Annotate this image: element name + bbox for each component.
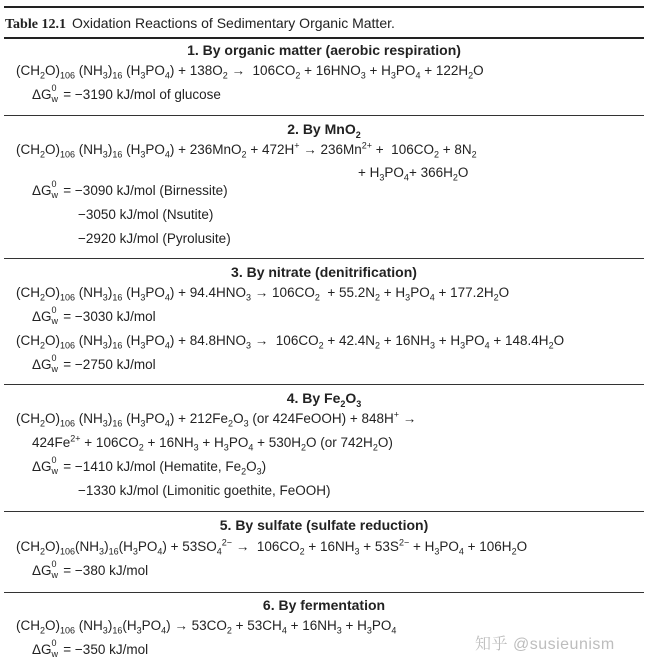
gibbs-energy: ΔG 0 w = −1410 kJ/mol (Hematite, $Fe_2O_3$) [32,455,267,477]
section-title: 4. By $Fe_2O_3$ [286,390,362,409]
reaction-equation: $(CH_2O)_{106}(NH_3)_{16}(H_3PO_4) + 53SO_4^{2-} \to 106CO_2 + 16NH_3 + 53S^{2-} + H_3PO_4 + 106H_2O$ [16,537,528,557]
table-number: Table 12.1 [5,17,66,32]
reaction-equation: $(CH_2O)_{106}$ $(NH_3)_{16}$ $(H_3PO_4) + 236MnO_2 + 472H^+ \to 236Mn^{2+} + 106CO_2 + 8N_2$ [16,140,477,160]
section-title: 3. By nitrate (denitrification) [231,264,417,280]
delta-g-symbol: ΔG 0 w [32,353,59,375]
gibbs-energy: ΔG 0 w = −380 kJ/mol [32,559,149,581]
delta-g-symbol: ΔG 0 w [32,179,59,201]
delta-g-symbol: ΔG 0 w [32,305,59,327]
gibbs-energy-value: −3030 kJ/mol [74,309,156,324]
section-title: 6. By fermentation [262,597,386,613]
reaction-equation: $(CH_2O)_{106}$ $(NH_3)_{16}$ $(H_3PO_4) + 212Fe_2O_3$ (or 424FeOOH) + 848H+ → [16,409,417,429]
header-rule [4,37,644,39]
gibbs-energy-value: −2750 kJ/mol [74,357,156,372]
gibbs-energy: ΔG 0 w = −2750 kJ/mol [32,353,156,375]
delta-g-symbol: ΔG 0 w [32,638,59,660]
section-divider [4,384,644,385]
delta-g-symbol: ΔG 0 w [32,559,59,581]
delta-g-symbol: ΔG 0 w [32,83,59,105]
section-title: 1. By organic matter (aerobic respiration) [187,42,461,58]
section-divider [4,258,644,259]
gibbs-energy: ΔG 0 w = −3090 kJ/mol (Birnessite) [32,179,228,201]
table-caption [4,2,644,38]
gibbs-energy-value: −3050 kJ/mol (Nsutite) [78,207,214,222]
gibbs-energy: ΔG 0 w = −3030 kJ/mol [32,305,156,327]
gibbs-energy-value: −380 kJ/mol [74,563,149,578]
delta-g-symbol: ΔG 0 w [32,455,59,477]
gibbs-energy: ΔG 0 w = −350 kJ/mol [32,638,149,660]
reaction-equation-continued: + $H_3PO_4+ 366H_2O$ [358,165,469,183]
gibbs-energy-value: −2920 kJ/mol (Pyrolusite) [78,231,231,246]
gibbs-energy-value: −3190 kJ/mol of glucose [74,87,221,102]
gibbs-energy-value: −350 kJ/mol [74,642,149,657]
reaction-equation-continued: $424Fe^{2+} + 106CO_2 + 16NH_3 + H_3PO_4 + 530H_2O$ (or $742H_2O$) [32,433,393,453]
section-divider [4,115,644,116]
top-rule [4,6,644,8]
caption-text [5,15,395,33]
section-title: 2. By MnO$_2$ [287,121,361,140]
zhihu-watermark: 知乎 @susieunism [475,636,615,653]
gibbs-energy-value: −1330 kJ/mol (Limonitic goethite, FeOOH) [78,483,331,498]
gibbs-energy-value: −1410 kJ/mol (Hematite, Fe [74,459,242,474]
table-title: Oxidation Reactions of Sedimentary Organic Matter. [71,15,395,31]
reaction-equation: $(CH_2O)_{106}$ $(NH_3)_{16}$ $(H_3PO_4) + 138O_2 \to 106CO_2 + 16HNO_3 + H_3PO_4 + 122H_2O$ [16,63,484,81]
section-divider [4,592,644,593]
reaction-equation: $(CH_2O)_{106}$ $(NH_3)_{16}$ $(H_3PO_4) + 94.4HNO_3 \to 106CO_2 + 55.2N_2 + H_3PO_4 + 177.2H_2O$ [16,285,510,303]
reaction-equation: $(CH_2O)_{106}$ $(NH_3)_{16}(H_3PO_4) \to 53CO_2 + 53CH_4 + 16NH_3 + H_3PO_4$ [16,618,397,636]
reaction-equation: $(CH_2O)_{106}$ $(NH_3)_{16}$ $(H_3PO_4) + 84.8HNO_3 \to 106CO_2 + 42.4N_2 + 16NH_3 + H_3PO_4 + 148.4H_2O$ [16,333,565,351]
section-title: 5. By sulfate (sulfate reduction) [219,517,429,533]
gibbs-energy-value: −3090 kJ/mol (Birnessite) [74,183,228,198]
section-divider [4,511,644,512]
gibbs-energy: ΔG 0 w = −3190 kJ/mol of glucose [32,83,221,105]
